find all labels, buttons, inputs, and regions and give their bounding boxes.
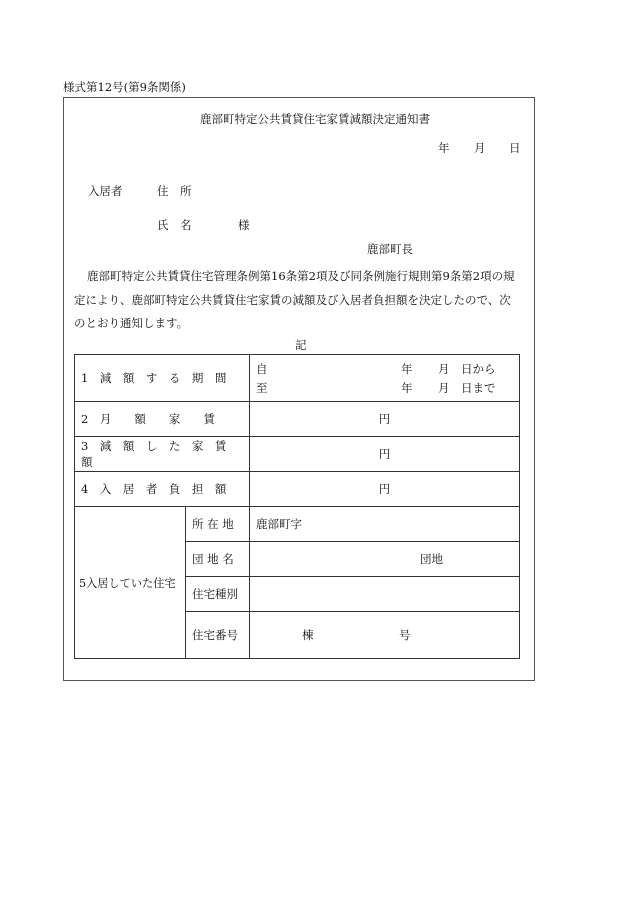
table-row: [75, 507, 520, 542]
period-to-year: 年: [401, 381, 413, 395]
tenant-burden-value: 円: [250, 472, 520, 507]
address-label: 住 所: [157, 184, 192, 198]
period-from-month: 月: [438, 362, 450, 376]
period-from-year: 年: [401, 362, 413, 376]
location-label: 所 在 地: [186, 507, 250, 542]
details-table: [74, 354, 520, 659]
period-to-day: 日まで: [461, 381, 496, 395]
recipient-label: 入居者: [88, 184, 123, 198]
honorific: 様: [238, 218, 250, 232]
name-label: 氏 名: [157, 218, 192, 232]
period-value: [250, 355, 520, 402]
table-row: [75, 472, 520, 507]
type-value: [250, 577, 520, 612]
date-month: 月: [474, 141, 486, 155]
monthly-rent-value: 円: [250, 402, 520, 437]
tenant-burden-label: 4 入 居 者 負 担 額: [75, 472, 250, 507]
building-unit: 棟: [302, 628, 314, 642]
reduced-rent-label: 3 減 額 し た 家 賃 額: [75, 437, 250, 472]
issuer: 鹿部町長: [367, 242, 413, 256]
reduced-rent-value: 円: [250, 437, 520, 472]
period-from: 自: [256, 362, 268, 376]
number-label: 住宅番号: [186, 612, 250, 659]
ki-label: 記: [295, 338, 307, 352]
complex-label: 団 地 名: [186, 542, 250, 577]
table-row: [75, 355, 520, 402]
form-number: 様式第12号(第9条関係): [63, 80, 186, 94]
body-text: 鹿部町特定公共賃貸住宅管理条例第16条第2項及び同条例施行規則第9条第2項の規定により、鹿部町特定公共賃貸住宅家賃の減額及び入居者負担額を決定したので、次のとおり通知します。: [74, 269, 515, 330]
number-value: [250, 612, 520, 659]
period-label: 1 減 額 す る 期 間: [75, 355, 250, 402]
monthly-rent-label: 2 月 額 家 賃: [75, 402, 250, 437]
date-year: 年: [438, 141, 450, 155]
table-row: [75, 402, 520, 437]
complex-unit: 団地: [420, 552, 444, 566]
period-to: 至: [256, 381, 268, 395]
complex-value: [250, 542, 520, 577]
location-value: 鹿部町字: [250, 507, 520, 542]
period-from-day: 日から: [461, 362, 496, 376]
date-day: 日: [509, 141, 521, 155]
period-to-month: 月: [438, 381, 450, 395]
document-title: 鹿部町特定公共賃貸住宅家賃減額決定通知書: [200, 112, 430, 126]
table-row: [75, 437, 520, 472]
type-label: 住宅種別: [186, 577, 250, 612]
number-unit: 号: [399, 628, 411, 642]
housing-label: 5入居していた住宅: [75, 507, 186, 659]
